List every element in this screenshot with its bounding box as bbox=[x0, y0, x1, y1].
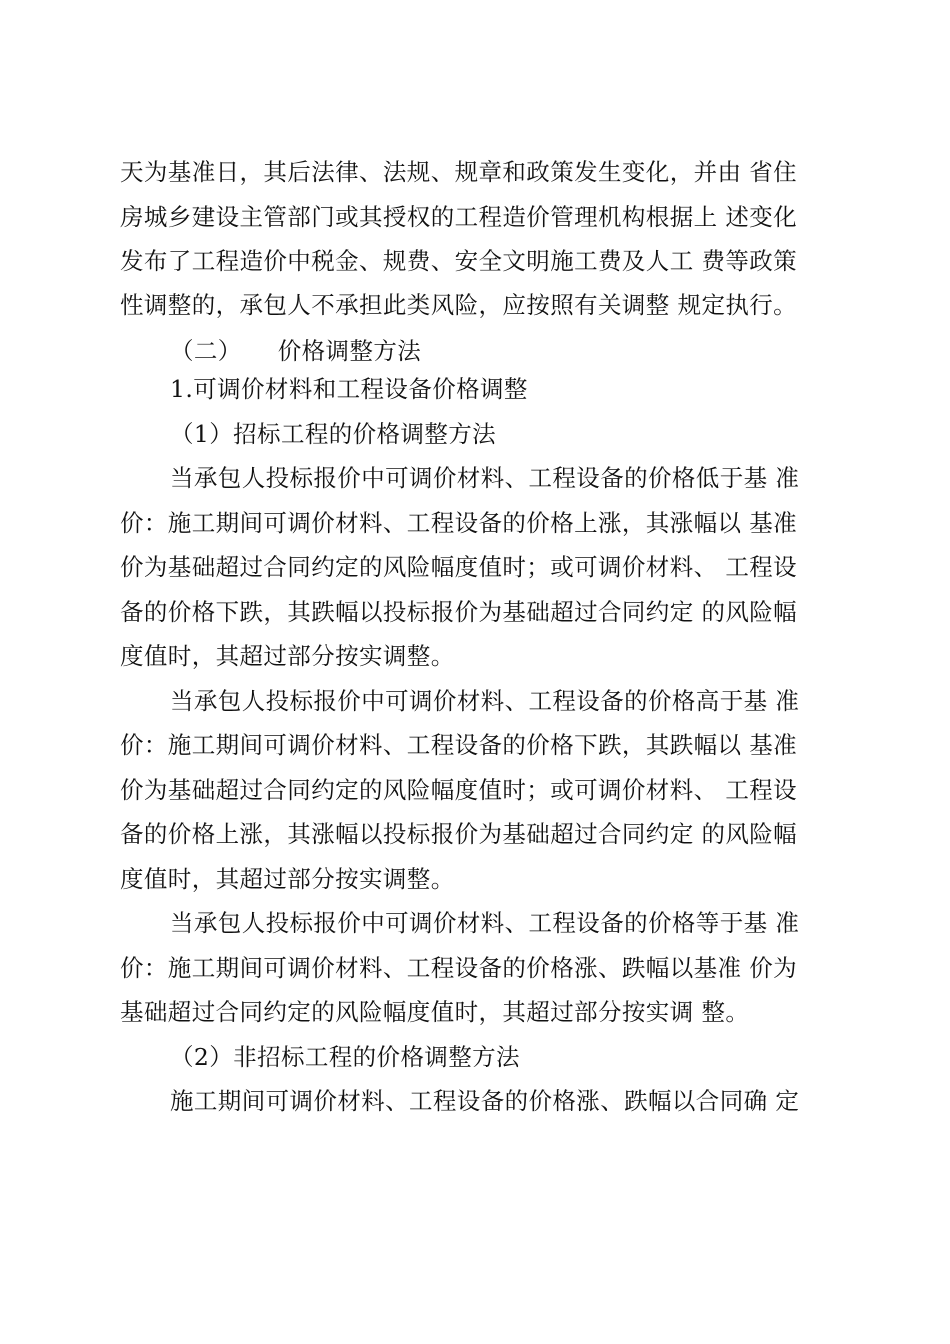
paragraph-line-16: 价：施工期间可调价材料、工程设备的价格涨、跌幅以基准 价为 bbox=[120, 954, 798, 982]
paragraph-line-18: 施工期间可调价材料、工程设备的价格涨、跌幅以合同确 定 bbox=[170, 1087, 800, 1115]
paragraph-line-12: 价为基础超过合同约定的风险幅度值时；或可调价材料、 工程设 bbox=[120, 776, 798, 804]
paragraph-line-7: 价为基础超过合同约定的风险幅度值时；或可调价材料、 工程设 bbox=[120, 553, 798, 581]
paragraph-line-2: 房城乡建设主管部门或其授权的工程造价管理机构根据上 述变化 bbox=[120, 203, 798, 231]
paragraph-line-3: 发布了工程造价中税金、规费、安全文明施工费及人工 费等政策 bbox=[120, 247, 798, 275]
paragraph-line-11: 价：施工期间可调价材料、工程设备的价格下跌，其跌幅以 基准 bbox=[120, 731, 798, 759]
paragraph-line-15: 当承包人投标报价中可调价材料、工程设备的价格等于基 准 bbox=[170, 909, 800, 937]
section-heading: （二） 价格调整方法 bbox=[170, 337, 422, 365]
paragraph-line-1: 天为基准日，其后法律、法规、规章和政策发生变化，并由 省住 bbox=[120, 158, 798, 186]
item-heading-1: （1）招标工程的价格调整方法 bbox=[170, 420, 497, 448]
paragraph-line-13: 备的价格上涨，其涨幅以投标报价为基础超过合同约定 的风险幅 bbox=[120, 820, 798, 848]
paragraph-line-5: 当承包人投标报价中可调价材料、工程设备的价格低于基 准 bbox=[170, 464, 800, 492]
paragraph-line-14: 度值时，其超过部分按实调整。 bbox=[120, 865, 455, 893]
paragraph-line-4: 性调整的，承包人不承担此类风险，应按照有关调整 规定执行。 bbox=[120, 291, 798, 319]
paragraph-line-6: 价：施工期间可调价材料、工程设备的价格上涨，其涨幅以 基准 bbox=[120, 509, 798, 537]
paragraph-line-17: 基础超过合同约定的风险幅度值时，其超过部分按实调 整。 bbox=[120, 998, 750, 1026]
paragraph-line-9: 度值时，其超过部分按实调整。 bbox=[120, 642, 455, 670]
paragraph-line-8: 备的价格下跌，其跌幅以投标报价为基础超过合同约定 的风险幅 bbox=[120, 598, 798, 626]
item-heading-2: （2）非招标工程的价格调整方法 bbox=[170, 1043, 520, 1071]
paragraph-line-10: 当承包人投标报价中可调价材料、工程设备的价格高于基 准 bbox=[170, 687, 800, 715]
subsection-heading: 1.可调价材料和工程设备价格调整 bbox=[170, 375, 528, 403]
